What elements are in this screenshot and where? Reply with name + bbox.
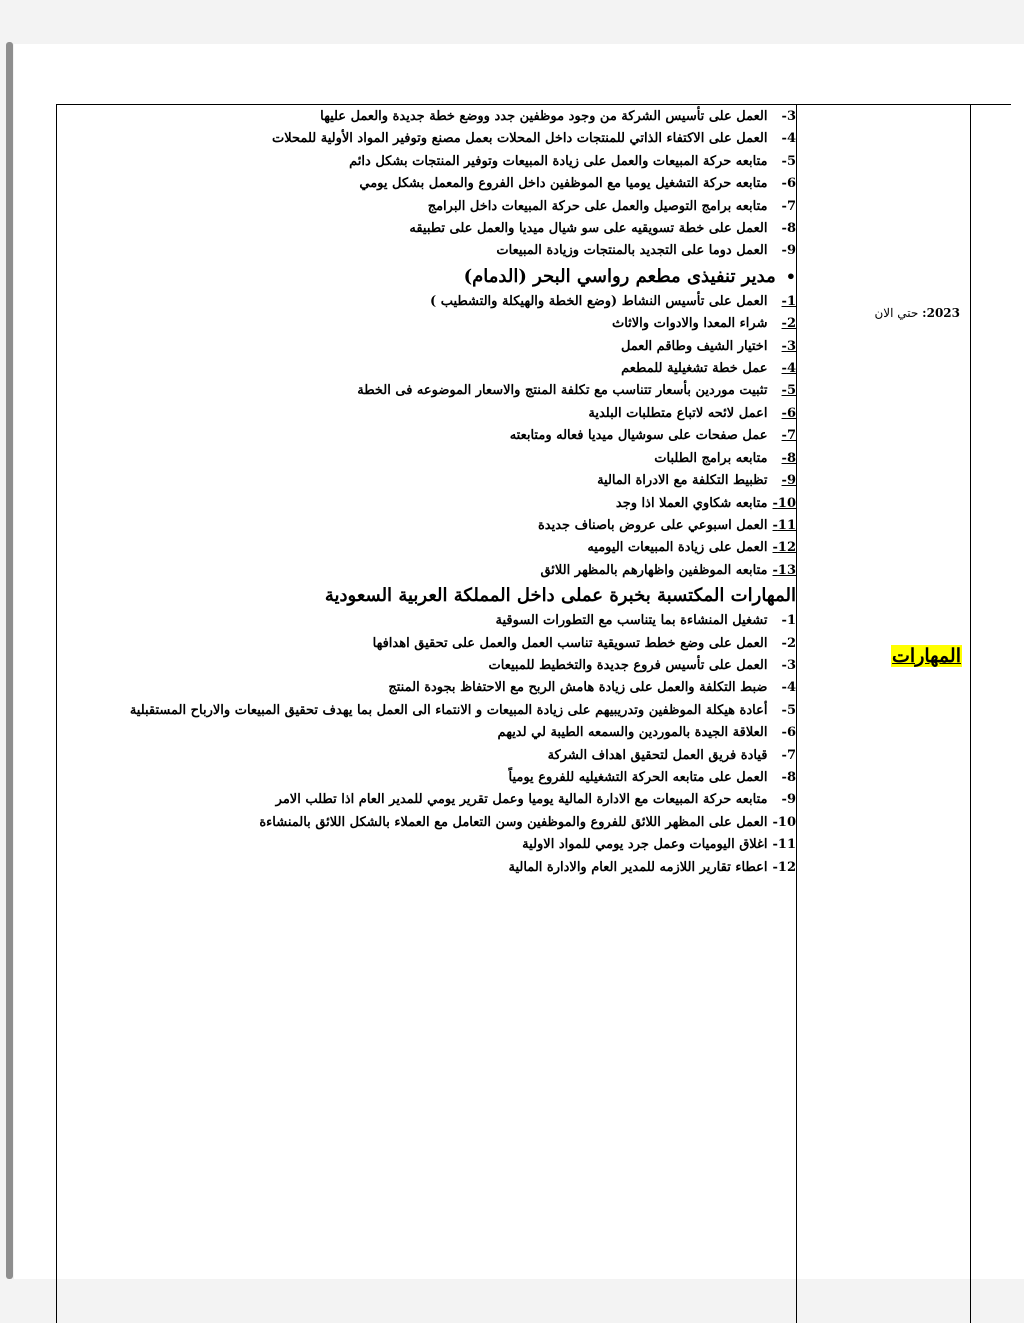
list-item-number: 5- — [781, 702, 796, 718]
list-item — [96, 448, 796, 470]
list-item-text: قيادة فريق العمل لتحقيق اهداف الشركة — [547, 747, 768, 763]
list-item-number: 11- — [772, 517, 796, 533]
list-item-number: 11- — [772, 837, 796, 853]
list-item — [96, 610, 796, 632]
list-item-number: 4- — [781, 361, 796, 377]
list-item — [96, 789, 796, 811]
list-item-number: 4- — [781, 680, 796, 696]
list-item-number: 7- — [781, 428, 796, 444]
date-range — [874, 306, 960, 320]
list-item-number: 8- — [781, 450, 796, 466]
list-item — [96, 151, 796, 173]
list-item-number: 4- — [781, 131, 796, 147]
list-item-text: اختيار الشيف وطاقم العمل — [620, 338, 768, 354]
list-item — [96, 493, 796, 515]
list-item-text: شراء المعدا والادوات والاثاث — [611, 316, 768, 332]
list-item-number: 9- — [781, 473, 796, 489]
list-item — [96, 106, 796, 128]
list-item-number: 9- — [781, 243, 796, 259]
list-item-number: 10- — [772, 495, 796, 511]
list-item — [96, 767, 796, 789]
list-item-number: 2- — [781, 316, 796, 332]
list-item-number: 1- — [781, 613, 796, 629]
table-right-border — [970, 104, 971, 1323]
list-item — [96, 812, 796, 834]
list-item — [96, 834, 796, 856]
list-item — [96, 173, 796, 195]
list-item-number: 1- — [781, 293, 796, 309]
bullet-icon: • — [785, 266, 796, 286]
list-item-text: العمل على وضع خطط تسويقية تناسب العمل والعمل على تحقيق اهدافها — [372, 635, 768, 651]
list-item-number: 3- — [781, 657, 796, 673]
list-item-text: عمل صفحات على سوشيال ميديا فعاله ومتابعته — [509, 428, 768, 444]
skills-heading: المهارات المكتسبة بخبرة عملى داخل المملكة العربية السعودية — [324, 585, 796, 607]
job-duties-list — [96, 291, 796, 582]
list-item — [96, 336, 796, 358]
list-item-text: العمل اسبوعي على عروض باصناف جديدة — [537, 517, 768, 533]
list-item-number: 6- — [781, 405, 796, 421]
list-item-number: 8- — [781, 221, 796, 237]
job-title-heading — [96, 264, 796, 290]
list-item — [96, 291, 796, 313]
list-item-text: العمل على المظهر اللائق للفروع والموظفين وسن التعامل مع العملاء بالشكل اللائق بالمنشاءة — [259, 814, 768, 830]
list-item — [96, 358, 796, 380]
list-item-text: اعطاء تقارير اللازمه للمدير العام والادارة المالية — [508, 859, 768, 875]
list-item — [96, 425, 796, 447]
list-item — [96, 560, 796, 582]
list-item-text: تثبيت موردين بأسعار تتناسب مع تكلفة المنتج والاسعار الموضوعه فى الخطة — [357, 383, 768, 399]
list-item — [96, 655, 796, 677]
list-item-number: 3- — [781, 338, 796, 354]
list-item — [96, 403, 796, 425]
table-top-border — [56, 104, 1011, 105]
list-item — [96, 313, 796, 335]
list-item — [96, 470, 796, 492]
list-item — [96, 240, 796, 262]
list-item — [96, 745, 796, 767]
list-item-number: 8- — [781, 769, 796, 785]
list-item-number: 3- — [781, 109, 796, 124]
list-item — [96, 380, 796, 402]
list-item-number: 7- — [781, 198, 796, 214]
duties-list-continued — [96, 106, 796, 263]
document-page — [14, 44, 1024, 1279]
list-item — [96, 515, 796, 537]
list-item-number: 2- — [781, 635, 796, 651]
list-item-text: العمل دوما على التجديد بالمنتجات وزيادة المبيعات — [496, 243, 768, 259]
list-item-text: العمل على تأسيس الشركة من وجود موظفين جدد ووضع خطة جديدة والعمل عليها — [320, 109, 768, 124]
list-item-text: متابعه حركة المبيعات والعمل على زيادة المبيعات وتوفير المنتجات بشكل دائم — [349, 153, 768, 169]
list-item-text: متابعه شكاوي العملا اذا وجد — [615, 495, 768, 511]
list-item-number: 13- — [772, 562, 796, 578]
list-item-text: ضبط التكلفة والعمل على زيادة هامش الربح مع الاحتفاظ بجودة المنتج — [388, 680, 768, 696]
scrollbar[interactable] — [6, 42, 13, 1279]
date-text: حتي الان — [874, 306, 919, 320]
list-item — [96, 128, 796, 150]
list-item — [96, 537, 796, 559]
table-column-divider — [796, 104, 797, 1323]
list-item — [96, 857, 796, 879]
list-item-text: تشغيل المنشاءة بما يتناسب مع التطورات السوقية — [495, 613, 768, 629]
list-item-text: عمل خطة تشغيلية للمطعم — [621, 361, 768, 377]
list-item-text: متابعه الموظفين واظهارهم بالمظهر اللائق — [540, 562, 768, 578]
list-item — [96, 633, 796, 655]
list-item — [96, 722, 796, 744]
list-item-text: العمل على خطة تسويقيه على سو شيال ميديا والعمل على تطبيقه — [409, 221, 768, 237]
list-item — [96, 677, 796, 699]
list-item-text: العلاقة الجيدة بالموردين والسمعه الطيبة لي لديهم — [497, 725, 768, 741]
list-item-text: تظبيط التكلفة مع الادراة المالية — [597, 473, 768, 489]
list-item-text: اعمل لائحه لاتباع متطلبات البلدية — [588, 405, 768, 421]
list-item-text: العمل على الاكتفاء الذاتي للمنتجات داخل المحلات بعمل مصنع وتوفير المواد الأولية للمحلات — [272, 131, 768, 147]
job-title: مدير تنفيذى مطعم رواسي البحر (الدمام) — [463, 265, 776, 287]
list-item-number: 12- — [772, 540, 796, 556]
list-item-number: 6- — [781, 725, 796, 741]
list-item — [96, 700, 796, 722]
list-item-text: متابعه برامج التوصيل والعمل على حركة المبيعات داخل البرامج — [427, 198, 768, 214]
list-item-text: العمل على تأسيس فروع جديدة والتخطيط للمبيعات — [488, 657, 768, 673]
main-content — [96, 106, 796, 879]
list-item-text: العمل على متابعه الحركة التشغيليه للفروع يومياً — [508, 769, 768, 785]
list-item-text: اغلاق اليوميات وعمل جرد يومي للمواد الاولية — [522, 837, 768, 853]
list-item-number: 10- — [772, 814, 796, 830]
list-item-number: 12- — [772, 859, 796, 875]
list-item-text: العمل على تأسيس النشاط (وضع الخطة والهيكلة والتشطيب ) — [430, 293, 768, 309]
viewer-top-bar — [0, 0, 1024, 42]
skills-list — [96, 610, 796, 879]
list-item-text: متابعه برامج الطلبات — [654, 450, 768, 466]
list-item-number: 6- — [781, 176, 796, 192]
list-item-number: 5- — [781, 153, 796, 169]
list-item-number: 5- — [781, 383, 796, 399]
list-item-number: 7- — [781, 747, 796, 763]
list-item-text: متابعه حركة المبيعات مع الادارة المالية يوميا وعمل تقرير يومي للمدير العام اذا تطلب الامر — [275, 792, 768, 808]
list-item-number: 9- — [781, 792, 796, 808]
list-item-text: متابعه حركة التشغيل يوميا مع الموظفين داخل الفروع والمعمل بشكل يومي — [359, 176, 768, 192]
table-left-border — [56, 104, 57, 1323]
skills-label: المهارات — [892, 645, 961, 667]
list-item — [96, 218, 796, 240]
list-item — [96, 196, 796, 218]
list-item-text: العمل على زيادة المبيعات اليوميه — [587, 540, 768, 556]
date-year: 2023: — [922, 306, 960, 320]
list-item-text: أعادة هيكلة الموظفين وتدريبيهم على زيادة المبيعات و الانتماء الى العمل بما يهدف تحقيق المبيعات والارباح المستقبلية — [129, 702, 768, 718]
